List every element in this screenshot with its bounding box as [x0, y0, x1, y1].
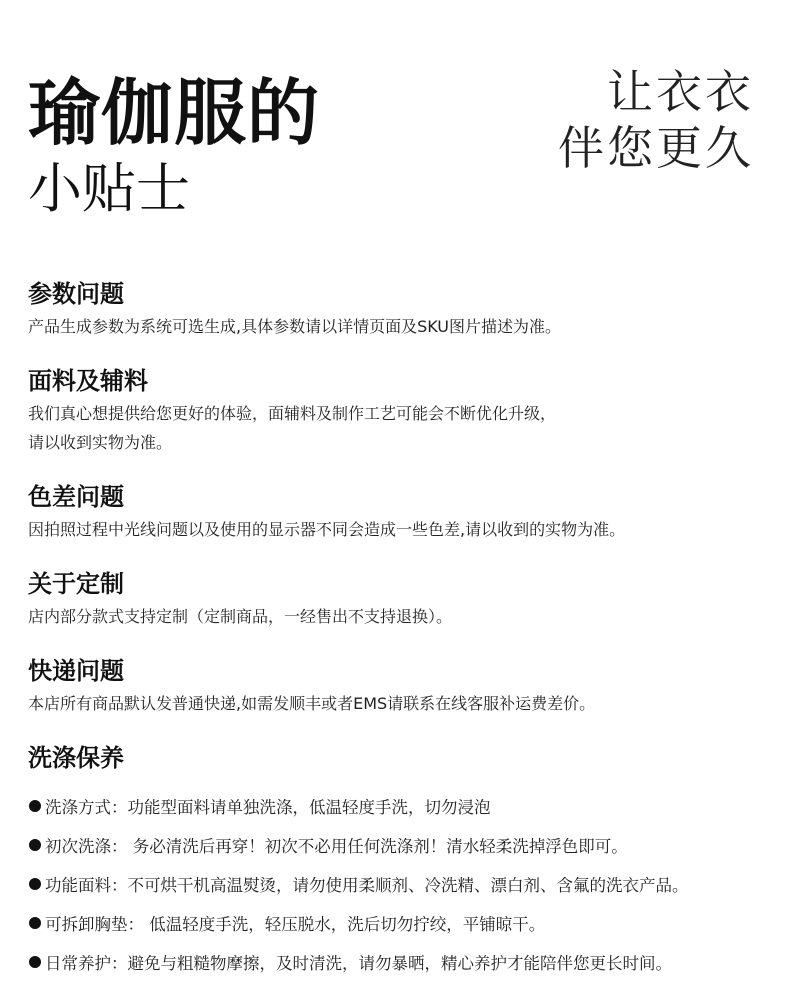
- section-title: 色差问题: [28, 483, 124, 511]
- bullet-icon: [29, 839, 41, 851]
- page-title: 瑜伽服的: [28, 71, 321, 155]
- list-item: [28, 864, 768, 903]
- section-title: 快递问题: [28, 657, 124, 685]
- bullet-icon: [29, 878, 41, 890]
- care-item-text: 功能面料：不可烘干机高温熨烫，请勿使用柔顺剂、冷洗精、漂白剂、含氟的洗衣产品。: [45, 875, 689, 895]
- bullet-icon: [29, 956, 41, 968]
- section-title: 参数问题: [28, 280, 124, 308]
- section-text: 店内部分款式支持定制（定制商品，一经售出不支持退换）。: [28, 607, 453, 626]
- care-item-text: 洗涤方式：功能型面料请单独洗涤，低温轻度手洗，切勿浸泡: [45, 797, 491, 817]
- section-parameters: [28, 276, 768, 341]
- care-list: [28, 786, 768, 981]
- list-item: [28, 786, 768, 825]
- bullet-icon: [29, 800, 41, 812]
- section-title: 洗涤保养: [28, 744, 124, 772]
- tips-sections: [28, 276, 768, 1003]
- section-title: 关于定制: [28, 570, 124, 598]
- page-subtitle: 小贴士: [28, 157, 190, 220]
- bullet-icon: [29, 917, 41, 929]
- section-care: [28, 740, 768, 981]
- section-shipping: [28, 653, 768, 718]
- title-block: [28, 70, 320, 222]
- section-text: 请以收到实物为准。: [28, 433, 173, 452]
- care-item-text: 日常养护：避免与粗糙物摩擦，及时清洗，请勿暴晒，精心养护才能陪伴您更长时间。: [45, 953, 672, 973]
- slogan-line-2: 伴您更久: [558, 121, 754, 175]
- section-fabric: [28, 363, 768, 457]
- section-text: 产品生成参数为系统可选生成,具体参数请以详情页面及SKU图片描述为准。: [28, 317, 562, 336]
- section-text: 因拍照过程中光线问题以及使用的显示器不同会造成一些色差,请以收到的实物为准。: [28, 520, 626, 539]
- care-item-text: 初次洗涤： 务必清洗后再穿！初次不必用任何洗涤剂！清水轻柔洗掉浮色即可。: [45, 836, 628, 856]
- list-item: [28, 903, 768, 942]
- list-item: [28, 942, 768, 981]
- care-item-text: 可拆卸胸垫： 低温轻度手洗，轻压脱水，洗后切勿拧绞，平铺晾干。: [45, 914, 546, 934]
- section-text: 我们真心想提供给您更好的体验，面辅料及制作工艺可能会不断优化升级，: [28, 404, 557, 423]
- section-text: 本店所有商品默认发普通快递,如需发顺丰或者EMS请联系在线客服补运费差价。: [28, 694, 596, 713]
- section-customization: [28, 566, 768, 631]
- slogan: [558, 64, 754, 176]
- list-item: [28, 825, 768, 864]
- slogan-line-1: 让衣衣: [607, 65, 754, 119]
- section-title: 面料及辅料: [28, 367, 148, 395]
- section-color-difference: [28, 479, 768, 544]
